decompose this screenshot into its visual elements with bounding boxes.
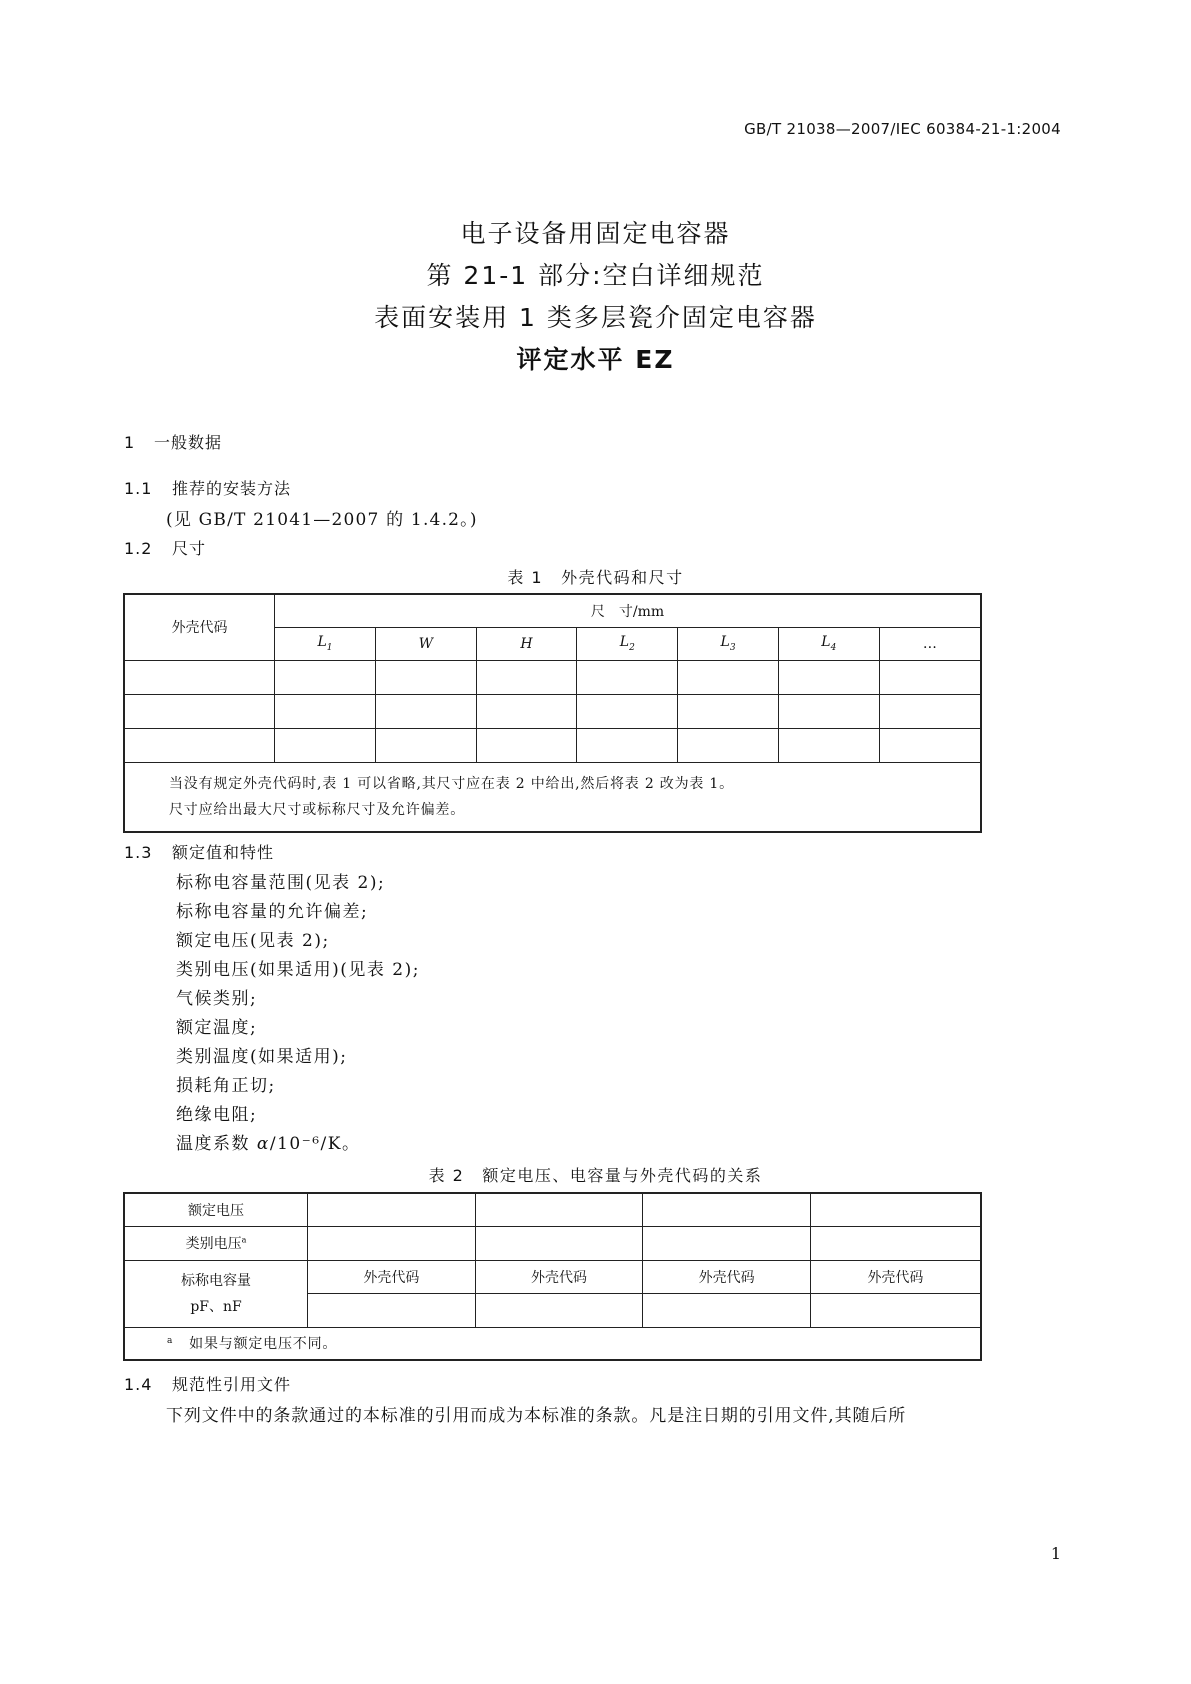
case-code-header: 外壳代码 [643, 1260, 811, 1293]
section-number: 1.2 [124, 539, 153, 558]
title-line-2: 第 21-1 部分:空白详细规范 [426, 261, 765, 290]
table-row [124, 1260, 981, 1293]
section-title: 推荐的安装方法 [172, 479, 292, 498]
section-number: 1 [124, 433, 136, 452]
column-header: $L_2$ [577, 627, 678, 660]
column-header: W [375, 627, 476, 660]
section-title: 一般数据 [154, 433, 223, 452]
section-number: 1.4 [124, 1375, 153, 1394]
table-2 [123, 1192, 982, 1361]
table-1 [123, 593, 982, 833]
table-row [124, 694, 981, 728]
case-code-header: 外壳代码 [308, 1260, 476, 1293]
section-1-4-text: 下列文件中的条款通过的本标准的引用而成为本标准的条款。凡是注日期的引用文件,其随后所 [166, 1406, 907, 1426]
table-1-note [124, 762, 981, 832]
list-item: 气候类别; [176, 989, 258, 1009]
row-header-rated-voltage: 额定电压 [124, 1193, 308, 1226]
note-line-2: 尺寸应给出最大尺寸或标称尺寸及允许偏差。 [169, 801, 465, 818]
column-header: H [476, 627, 577, 660]
list-item: 类别温度(如果适用); [176, 1047, 348, 1067]
caption-number: 表 1 [507, 568, 544, 587]
row-header-nominal-capacitance: 标称电容量 pF、nF [124, 1260, 308, 1327]
section-number: 1.1 [124, 479, 153, 498]
section-1-2-heading [124, 536, 206, 559]
list-item: 类别电压(如果适用)(见表 2); [176, 960, 420, 980]
list-item: 额定温度; [176, 1018, 258, 1038]
list-item: 额定电压(见表 2); [176, 931, 330, 951]
list-item: 标称电容量范围(见表 2); [176, 873, 386, 893]
table-row [124, 1226, 981, 1260]
case-code-header: 外壳代码 [475, 1260, 643, 1293]
list-item: 损耗角正切; [176, 1076, 276, 1096]
table-1-row-header: 外壳代码 [124, 594, 275, 660]
page-number: 1 [1050, 1544, 1061, 1563]
section-1-1-text: (见 GB/T 21041—2007 的 1.4.2。) [166, 510, 478, 530]
table-1-group-header: 尺 寸/mm [275, 594, 981, 627]
table-row [124, 660, 981, 694]
case-code-header: 外壳代码 [810, 1260, 981, 1293]
note-line-1: 当没有规定外壳代码时,表 1 可以省略,其尺寸应在表 2 中给出,然后将表 2 改为表 1。 [169, 775, 734, 792]
caption-text: 额定电压、电容量与外壳代码的关系 [482, 1166, 763, 1185]
section-1-heading [124, 430, 222, 453]
column-header: $L_1$ [275, 627, 376, 660]
caption-text: 外壳代码和尺寸 [561, 568, 684, 587]
section-1-4-heading [124, 1372, 291, 1395]
title-line-1: 电子设备用固定电容器 [460, 219, 731, 248]
section-title: 规范性引用文件 [172, 1375, 292, 1394]
table-row [124, 728, 981, 762]
section-1-3-heading [124, 840, 274, 863]
caption-number: 表 2 [428, 1166, 465, 1185]
table-row [124, 1193, 981, 1226]
column-header: … [879, 627, 981, 660]
list-item: 绝缘电阻; [176, 1105, 258, 1125]
section-number: 1.3 [124, 843, 153, 862]
section-title: 额定值和特性 [172, 843, 275, 862]
section-title: 尺寸 [172, 539, 207, 558]
column-header: $L_3$ [678, 627, 779, 660]
table-1-caption [0, 565, 1191, 588]
title-line-3: 表面安装用 1 类多层瓷介固定电容器 [374, 303, 817, 332]
list-item: 标称电容量的允许偏差; [176, 902, 369, 922]
column-header: $L_4$ [778, 627, 879, 660]
section-1-1-heading [124, 476, 291, 499]
row-header-category-voltage: 类别电压$^a$ [124, 1226, 308, 1260]
title-line-4: 评定水平 EZ [516, 345, 675, 374]
list-item: 温度系数 α/10⁻⁶/K。 [176, 1134, 361, 1154]
table-2-footnote: $^a$ 如果与额定电压不同。 [124, 1327, 981, 1360]
table-2-caption [0, 1163, 1191, 1186]
standard-number: GB/T 21038—2007/IEC 60384-21-1:2004 [744, 120, 1061, 138]
